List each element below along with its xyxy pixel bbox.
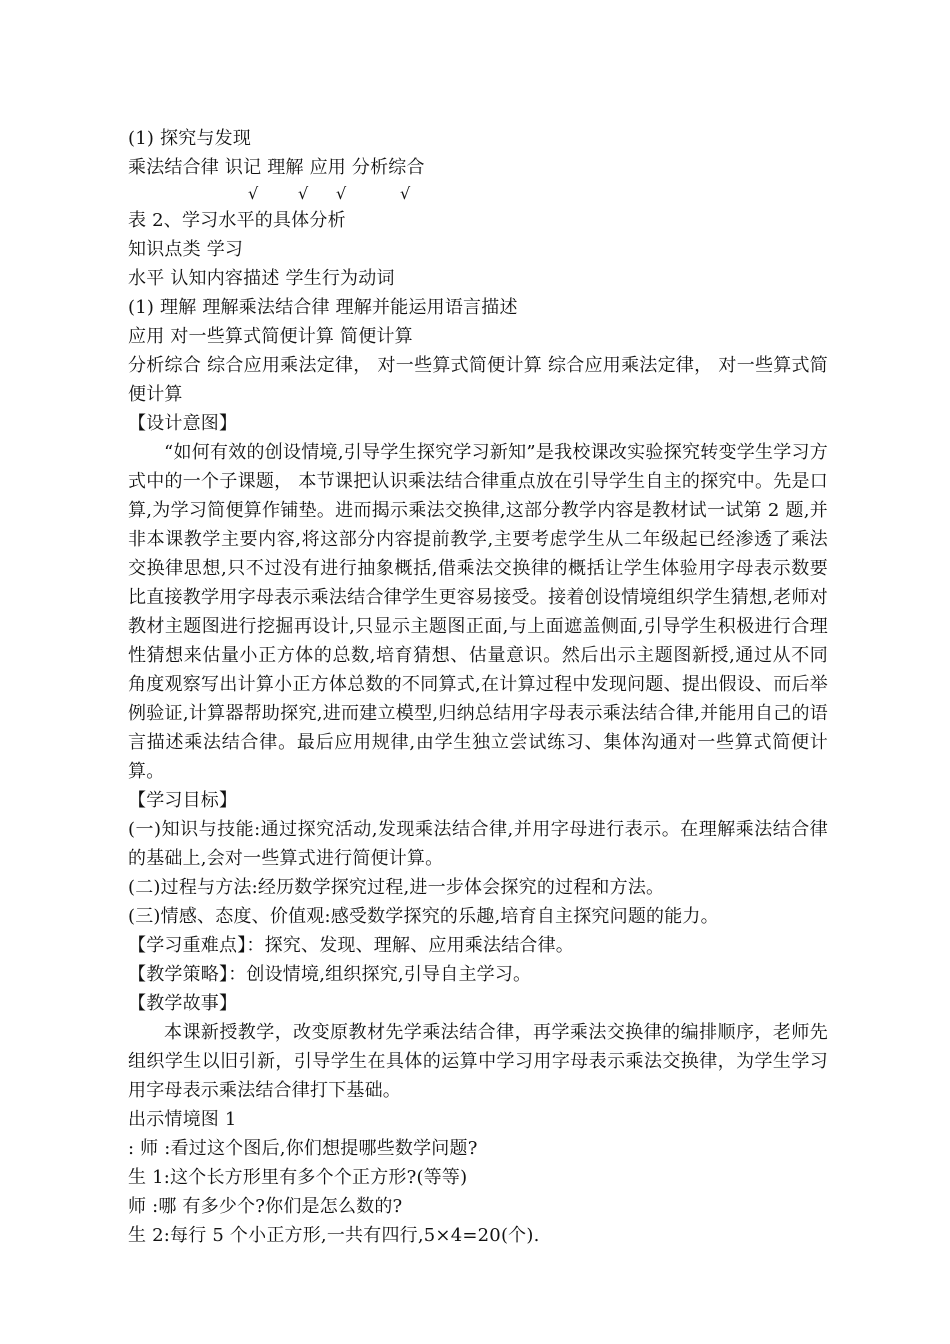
- teaching-story-heading: 【教学故事】: [128, 993, 238, 1014]
- learning-goals-heading: 【学习目标】: [128, 790, 238, 811]
- scene-label: 出示情境图 1: [128, 1109, 237, 1130]
- line-apply: 应用 对一些算式简便计算 简便计算: [128, 326, 413, 347]
- document-page: [128, 124, 828, 1250]
- goal-knowledge-skill: (一)知识与技能:通过探究活动,发现乘法结合律,并用字母进行表示。在理解乘法结合律的基础上,会对一些算式进行简便计算。: [128, 819, 828, 869]
- table-2-title: 表 2、学习水平的具体分析: [128, 210, 346, 231]
- line-analyze: 分析综合 综合应用乘法定律， 对一些算式简便计算 综合应用乘法定律， 对一些算式简便计算: [128, 355, 828, 405]
- line-level-header: 乘法结合律 识记 理解 应用 分析综合: [128, 157, 425, 178]
- goal-process-method: (二)过程与方法:经历数学探究过程,进一步体会探究的过程和方法。: [128, 877, 665, 898]
- key-points: 【学习重难点】：探究、发现、理解、应用乘法结合律。: [128, 935, 574, 956]
- line-explore-discover: (1) 探究与发现: [128, 128, 252, 149]
- design-intent-heading: 【设计意图】: [128, 413, 238, 434]
- dialog-line-3: 师 :哪 有多少个?你们是怎么数的?: [128, 1196, 403, 1217]
- goal-emotion-value: (三)情感、态度、价值观:感受数学探究的乐趣,培育自主探究问题的能力。: [128, 906, 719, 927]
- check-row: [128, 182, 828, 206]
- design-intent-body: “如何有效的创设情境,引导学生探究学习新知”是我校课改实验探究转变学生学习方式中的一个子课题， 本节课把认识乘法结合律重点放在引导学生自主的探究中。先是口算,为学习简便算作铺垫。进而揭示乘法交换律,这部分教学内容是教材试一试第 2 题,并非本课教学主要内容,将这部分内容提前教学,主要考虑学生从二年级起已经渗透了乘法交换律思想,只不过没有进行抽象概括,借乘法交换律的概括让学生体验用字母表示数要比直接教学用字母表示乘法结合律学生更容易接受。接着创设情境组织学生猜想,老师对教材主题图进行挖掘再设计,只显示主题图正面,与上面遮盖侧面,引导学生积极进行合理性猜想来估量小正方体的总数,培育猜想、估量意识。然后出示主题图新授,通过从不同角度观察写出计算小正方体总数的不同算式,在计算过程中发现问题、提出假设、而后举例验证,计算器帮助探究,进而建立模型,归纳总结用字母表示乘法结合律,并能用自己的语言描述乘法结合律。最后应用规律,由学生独立尝试练习、集体沟通对一些算式简便计算。: [128, 442, 828, 782]
- teaching-strategy: 【教学策略】：创设情境,组织探究,引导自主学习。: [128, 964, 532, 985]
- check-mark-2: √: [298, 184, 309, 203]
- line-understand: (1) 理解 理解乘法结合律 理解并能运用语言描述: [128, 297, 518, 318]
- dialog-line-2: 生 1:这个长方形里有多个个正方形?(等等): [128, 1167, 468, 1188]
- dialog-line-4: 生 2:每行 5 个小正方形,一共有四行,5×4=20(个).: [128, 1225, 540, 1246]
- teaching-story-body: 本课新授教学，改变原教材先学乘法结合律，再学乘法交换律的编排顺序，老师先组织学生以旧引新，引导学生在具体的运算中学习用字母表示乘法交换律，为学生学习用字母表示乘法结合律打下基础。: [128, 1022, 828, 1101]
- dialog-line-1: : 师 :看过这个图后,你们想提哪些数学问题?: [128, 1138, 478, 1159]
- line-level-description: 水平 认知内容描述 学生行为动词: [128, 268, 395, 289]
- check-mark-1: √: [248, 184, 259, 203]
- check-mark-4: √: [400, 184, 411, 203]
- check-mark-3: √: [336, 184, 347, 203]
- line-knowledge-type: 知识点类 学习: [128, 239, 244, 260]
